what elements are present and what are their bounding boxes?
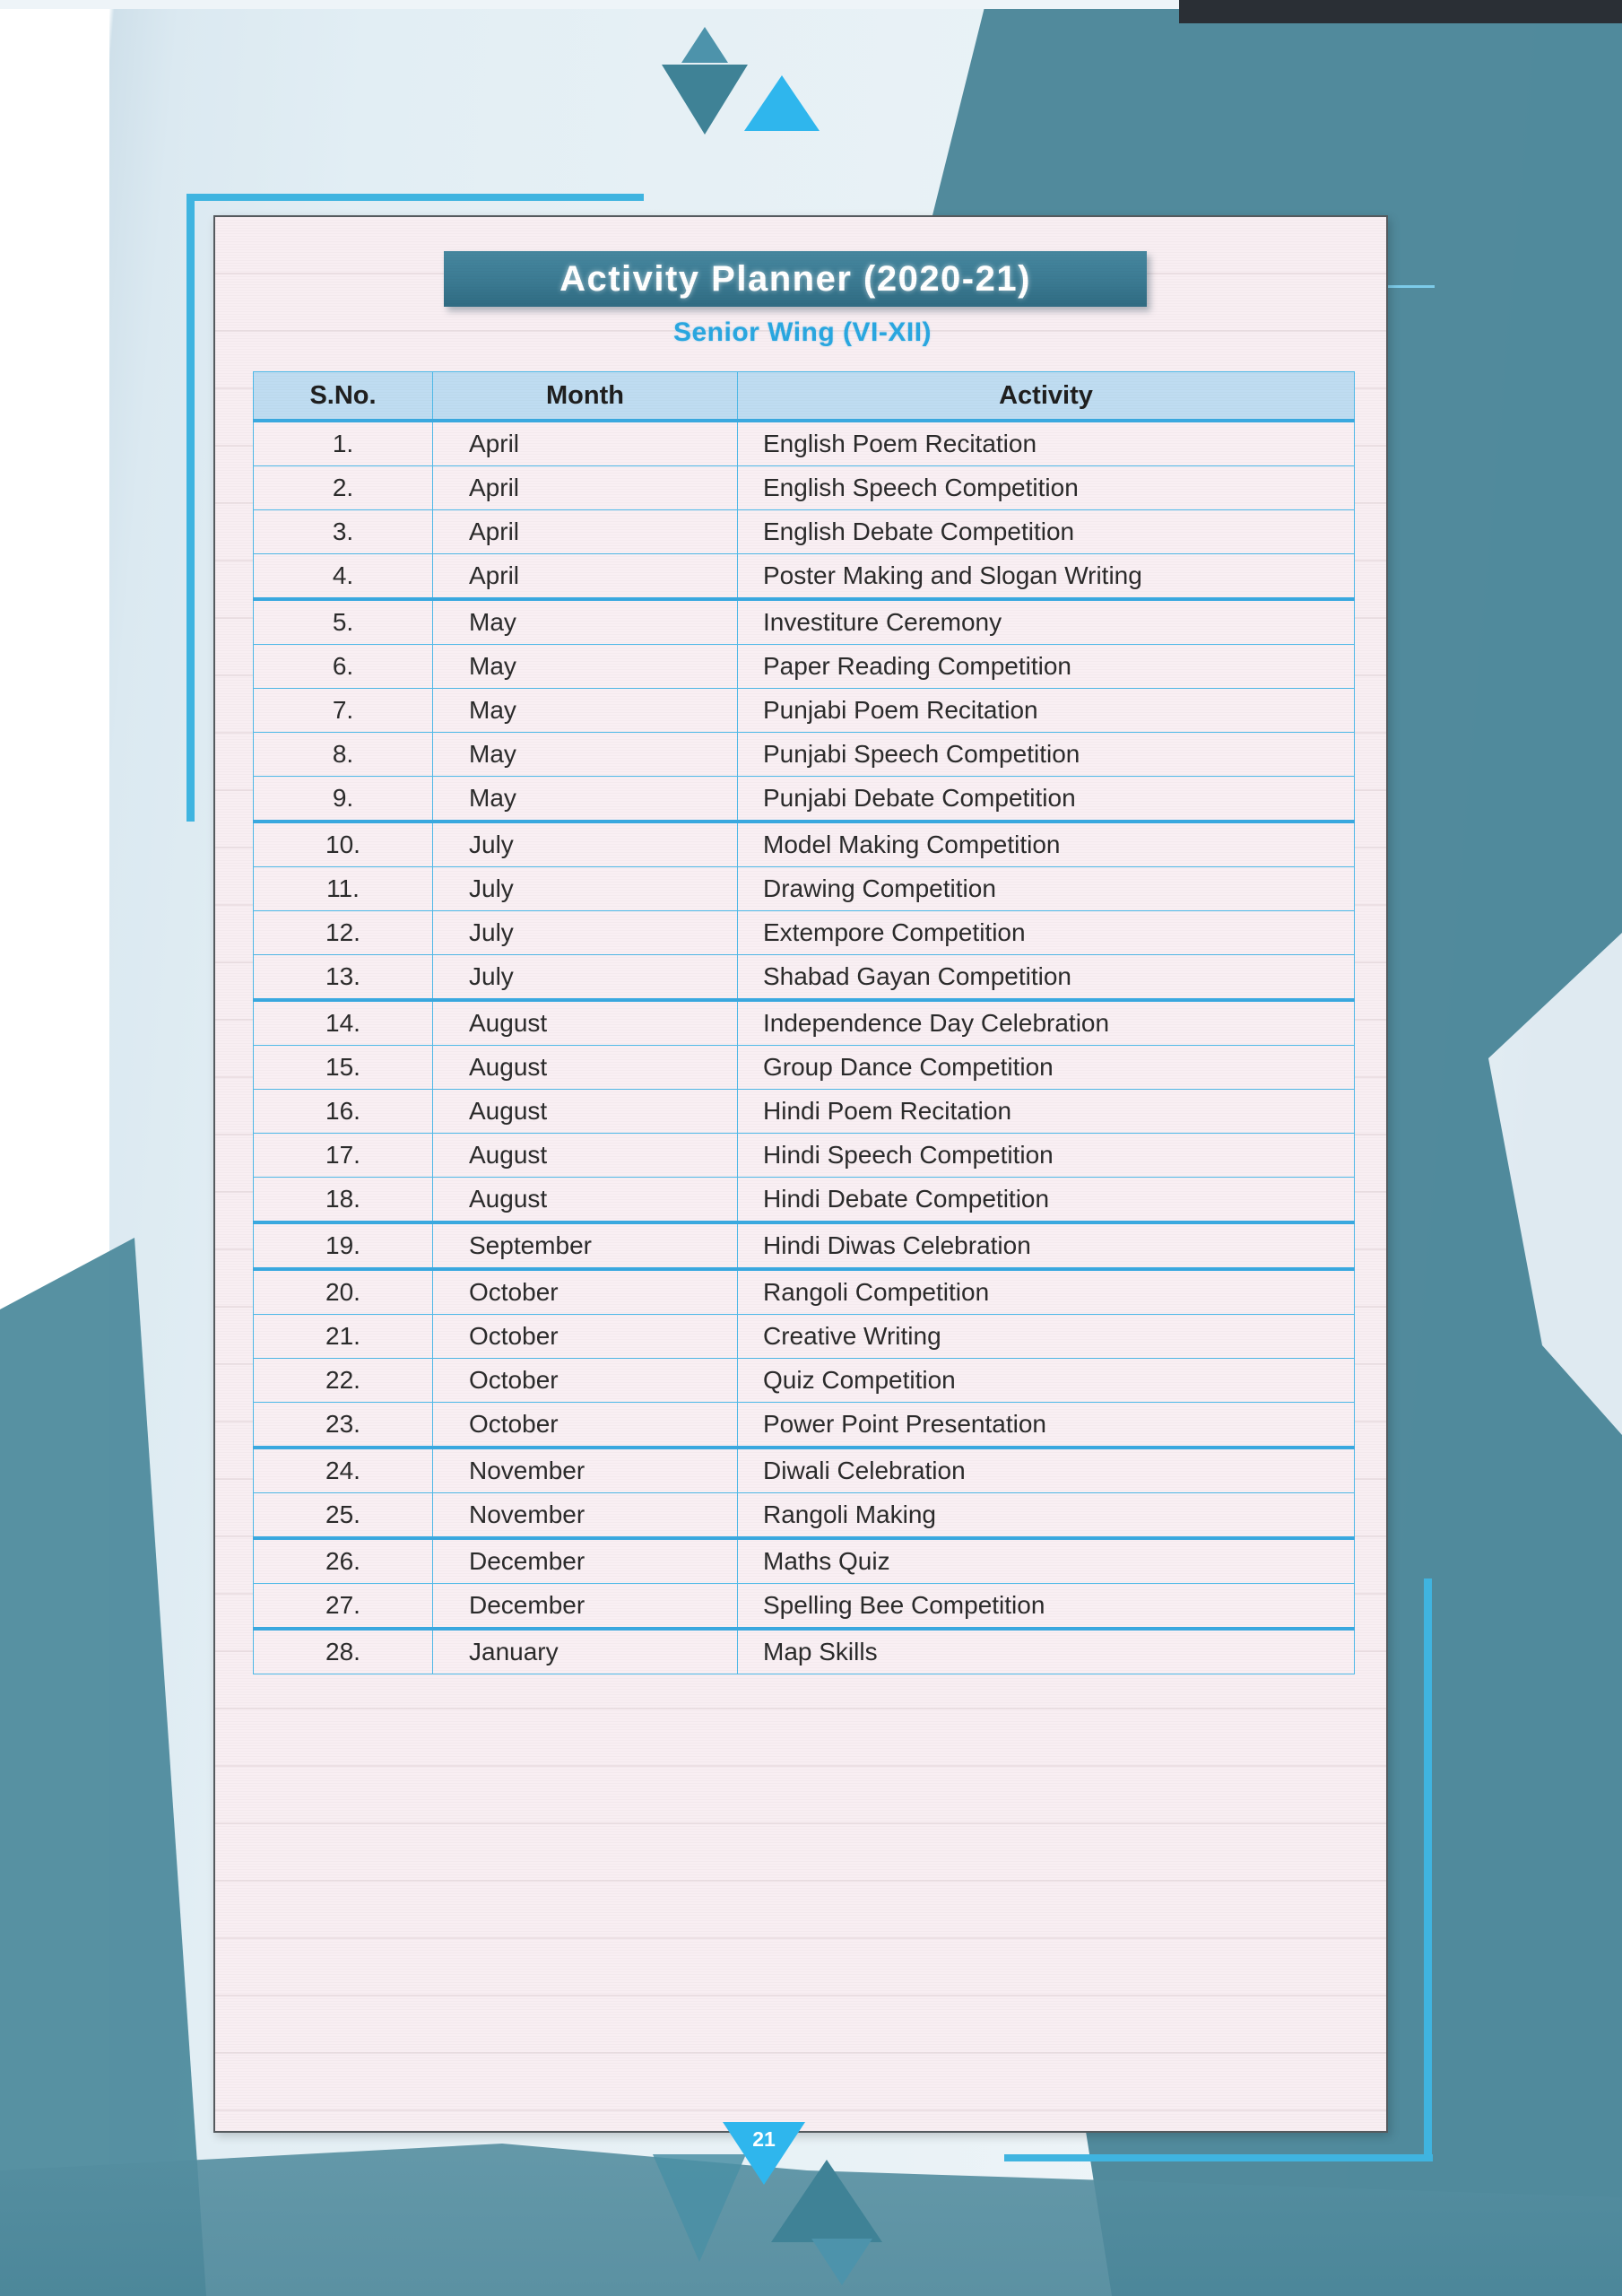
- cell-activity: Spelling Bee Competition: [738, 1584, 1355, 1630]
- cell-activity: Quiz Competition: [738, 1359, 1355, 1403]
- table-header: [254, 372, 1355, 422]
- cell-sno: 8.: [254, 733, 433, 777]
- cell-sno: 28.: [254, 1629, 433, 1674]
- table-row: [254, 1178, 1355, 1223]
- table-row: [254, 466, 1355, 510]
- cell-month: December: [433, 1584, 738, 1630]
- table-row: [254, 1134, 1355, 1178]
- cell-month: May: [433, 689, 738, 733]
- cell-activity: Power Point Presentation: [738, 1403, 1355, 1448]
- table-row: [254, 510, 1355, 554]
- table-body: [254, 421, 1355, 1674]
- cell-activity: Investiture Ceremony: [738, 599, 1355, 645]
- table-row: [254, 911, 1355, 955]
- table-row: [254, 1448, 1355, 1493]
- cell-month: August: [433, 1134, 738, 1178]
- frame-bracket-top: [186, 194, 644, 201]
- page-number: 21: [752, 2127, 776, 2151]
- column-header-sno: S.No.: [254, 372, 433, 422]
- table-row: [254, 599, 1355, 645]
- cell-sno: 25.: [254, 1493, 433, 1539]
- frame-bracket-bottom: [1004, 2154, 1433, 2161]
- page-subtitle: Senior Wing (VI-XII): [672, 317, 932, 347]
- cell-sno: 3.: [254, 510, 433, 554]
- cell-month: April: [433, 466, 738, 510]
- cell-sno: 24.: [254, 1448, 433, 1493]
- cell-sno: 1.: [254, 421, 433, 466]
- cell-month: January: [433, 1629, 738, 1674]
- cell-sno: 18.: [254, 1178, 433, 1223]
- cell-month: April: [433, 554, 738, 600]
- cell-month: August: [433, 1046, 738, 1090]
- cell-sno: 27.: [254, 1584, 433, 1630]
- cell-activity: Independence Day Celebration: [738, 1000, 1355, 1046]
- table-row: [254, 1403, 1355, 1448]
- page-sheet: [213, 215, 1388, 2133]
- cell-month: May: [433, 777, 738, 822]
- cell-activity: Hindi Speech Competition: [738, 1134, 1355, 1178]
- table-row: [254, 1315, 1355, 1359]
- cell-activity: Hindi Poem Recitation: [738, 1090, 1355, 1134]
- cell-month: May: [433, 599, 738, 645]
- table-row: [254, 1000, 1355, 1046]
- table-header-row: [254, 372, 1355, 422]
- cell-activity: Shabad Gayan Competition: [738, 955, 1355, 1001]
- cell-month: October: [433, 1403, 738, 1448]
- cell-sno: 14.: [254, 1000, 433, 1046]
- cell-sno: 19.: [254, 1222, 433, 1269]
- cell-activity: English Poem Recitation: [738, 421, 1355, 466]
- cell-sno: 17.: [254, 1134, 433, 1178]
- cell-activity: Drawing Competition: [738, 867, 1355, 911]
- triangle-down-small-icon: [811, 2239, 872, 2285]
- cell-activity: Model Making Competition: [738, 822, 1355, 867]
- cell-month: November: [433, 1493, 738, 1539]
- cell-sno: 15.: [254, 1046, 433, 1090]
- cell-month: September: [433, 1222, 738, 1269]
- triangle-up-cyan-icon: [744, 75, 820, 131]
- cell-activity: Diwali Celebration: [738, 1448, 1355, 1493]
- table-row: [254, 1538, 1355, 1584]
- cell-sno: 11.: [254, 867, 433, 911]
- table-row: [254, 1046, 1355, 1090]
- table-row: [254, 1090, 1355, 1134]
- table-row: [254, 1269, 1355, 1315]
- triangle-down-icon: [662, 65, 748, 135]
- cell-month: December: [433, 1538, 738, 1584]
- cell-sno: 7.: [254, 689, 433, 733]
- cell-sno: 4.: [254, 554, 433, 600]
- activity-planner-table: [253, 371, 1355, 1674]
- page-title: Activity Planner (2020-21): [444, 251, 1147, 307]
- cell-activity: English Speech Competition: [738, 466, 1355, 510]
- cell-sno: 12.: [254, 911, 433, 955]
- column-header-month: Month: [433, 372, 738, 422]
- cell-activity: Extempore Competition: [738, 911, 1355, 955]
- cell-sno: 20.: [254, 1269, 433, 1315]
- cell-sno: 2.: [254, 466, 433, 510]
- background-top-dark-bar: [1179, 0, 1622, 23]
- column-header-activity: Activity: [738, 372, 1355, 422]
- cell-sno: 9.: [254, 777, 433, 822]
- table-row: [254, 733, 1355, 777]
- background-top-strip: [0, 0, 1179, 9]
- cell-activity: Creative Writing: [738, 1315, 1355, 1359]
- cell-month: August: [433, 1178, 738, 1223]
- frame-bracket-left: [186, 194, 195, 822]
- cell-sno: 13.: [254, 955, 433, 1001]
- table-row: [254, 1629, 1355, 1674]
- frame-bracket-right: [1424, 1578, 1432, 2161]
- cell-activity: Hindi Debate Competition: [738, 1178, 1355, 1223]
- table-row: [254, 554, 1355, 600]
- table-row: [254, 867, 1355, 911]
- table-row: [254, 1222, 1355, 1269]
- table-row: [254, 822, 1355, 867]
- cell-activity: Paper Reading Competition: [738, 645, 1355, 689]
- cell-activity: Rangoli Making: [738, 1493, 1355, 1539]
- cell-sno: 21.: [254, 1315, 433, 1359]
- cell-month: August: [433, 1090, 738, 1134]
- cell-activity: Punjabi Speech Competition: [738, 733, 1355, 777]
- cell-month: July: [433, 911, 738, 955]
- table-row: [254, 689, 1355, 733]
- cell-sno: 16.: [254, 1090, 433, 1134]
- triangle-up-bottom-icon: [771, 2160, 882, 2242]
- table-row: [254, 1493, 1355, 1539]
- cell-month: July: [433, 955, 738, 1001]
- table-row: [254, 421, 1355, 466]
- cell-activity: Rangoli Competition: [738, 1269, 1355, 1315]
- triangle-up-icon: [681, 27, 728, 63]
- cell-sno: 5.: [254, 599, 433, 645]
- cell-activity: Punjabi Debate Competition: [738, 777, 1355, 822]
- cell-sno: 10.: [254, 822, 433, 867]
- cell-sno: 22.: [254, 1359, 433, 1403]
- cell-sno: 23.: [254, 1403, 433, 1448]
- cell-month: October: [433, 1315, 738, 1359]
- cell-month: October: [433, 1269, 738, 1315]
- cell-activity: Punjabi Poem Recitation: [738, 689, 1355, 733]
- cell-activity: Maths Quiz: [738, 1538, 1355, 1584]
- cell-month: May: [433, 645, 738, 689]
- table-row: [254, 1584, 1355, 1630]
- cell-activity: English Debate Competition: [738, 510, 1355, 554]
- cell-month: November: [433, 1448, 738, 1493]
- table-row: [254, 777, 1355, 822]
- cell-month: July: [433, 867, 738, 911]
- cell-month: August: [433, 1000, 738, 1046]
- cell-month: April: [433, 510, 738, 554]
- cell-month: May: [433, 733, 738, 777]
- cell-sno: 26.: [254, 1538, 433, 1584]
- cell-activity: Group Dance Competition: [738, 1046, 1355, 1090]
- table-row: [254, 955, 1355, 1001]
- cell-month: October: [433, 1359, 738, 1403]
- cell-month: April: [433, 421, 738, 466]
- cell-activity: Map Skills: [738, 1629, 1355, 1674]
- table-row: [254, 1359, 1355, 1403]
- cell-sno: 6.: [254, 645, 433, 689]
- cell-activity: Hindi Diwas Celebration: [738, 1222, 1355, 1269]
- table-row: [254, 645, 1355, 689]
- cell-month: July: [433, 822, 738, 867]
- cell-activity: Poster Making and Slogan Writing: [738, 554, 1355, 600]
